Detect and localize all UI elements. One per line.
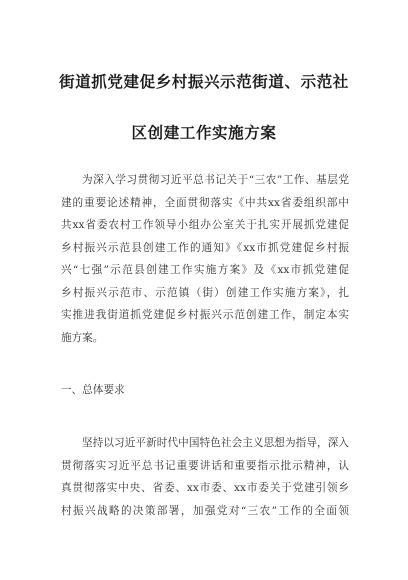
paragraph-1-line: 施方案。	[61, 332, 104, 344]
document-title-line-1: 街道抓党建促乡村振兴示范街道、示范社	[59, 73, 349, 91]
paragraph-1-line: 共xx省委农村工作领导小组办公室关于扎实开展抓党建促	[61, 219, 349, 231]
paragraph-1-line: 兴“七强”示范县创建工作实施方案》及《xx市抓党建促	[61, 264, 349, 276]
paragraph-1-line: 为深入学习贯彻习近平总书记关于“三农”工作、基层党	[82, 174, 349, 186]
paragraph-1-line: 实推进我街道抓党建促乡村振兴示范创建工作，制定本实	[61, 309, 349, 321]
paragraph-1-line: 乡村振兴示范市、示范镇（街）创建工作实施方案》，扎	[61, 287, 349, 299]
section-heading: 一、总体要求	[61, 384, 125, 396]
paragraph-1-line: 建的重要论述精神，全面贯彻落实《中共xx省委组织部中	[61, 197, 349, 209]
paragraph-2-line: 坚持以习近平新时代中国特色社会主义思想为指导，深入	[82, 437, 349, 449]
paragraph-2-line: 贯彻落实习近平总书记重要讲话和重要指示批示精神，认	[61, 460, 349, 472]
paragraph-1-line: 乡村振兴示范县创建工作的通知》《xx市抓党建促乡村振	[61, 242, 349, 254]
document-title-line-2: 区创建工作实施方案	[131, 124, 277, 142]
paragraph-2-line: 真贯彻落实中央、省委、xx市委、xx市委关于党建引领乡	[61, 482, 349, 494]
paragraph-2-line: 村振兴战略的决策部署，加强党对“三农”工作的全面领	[61, 505, 349, 517]
